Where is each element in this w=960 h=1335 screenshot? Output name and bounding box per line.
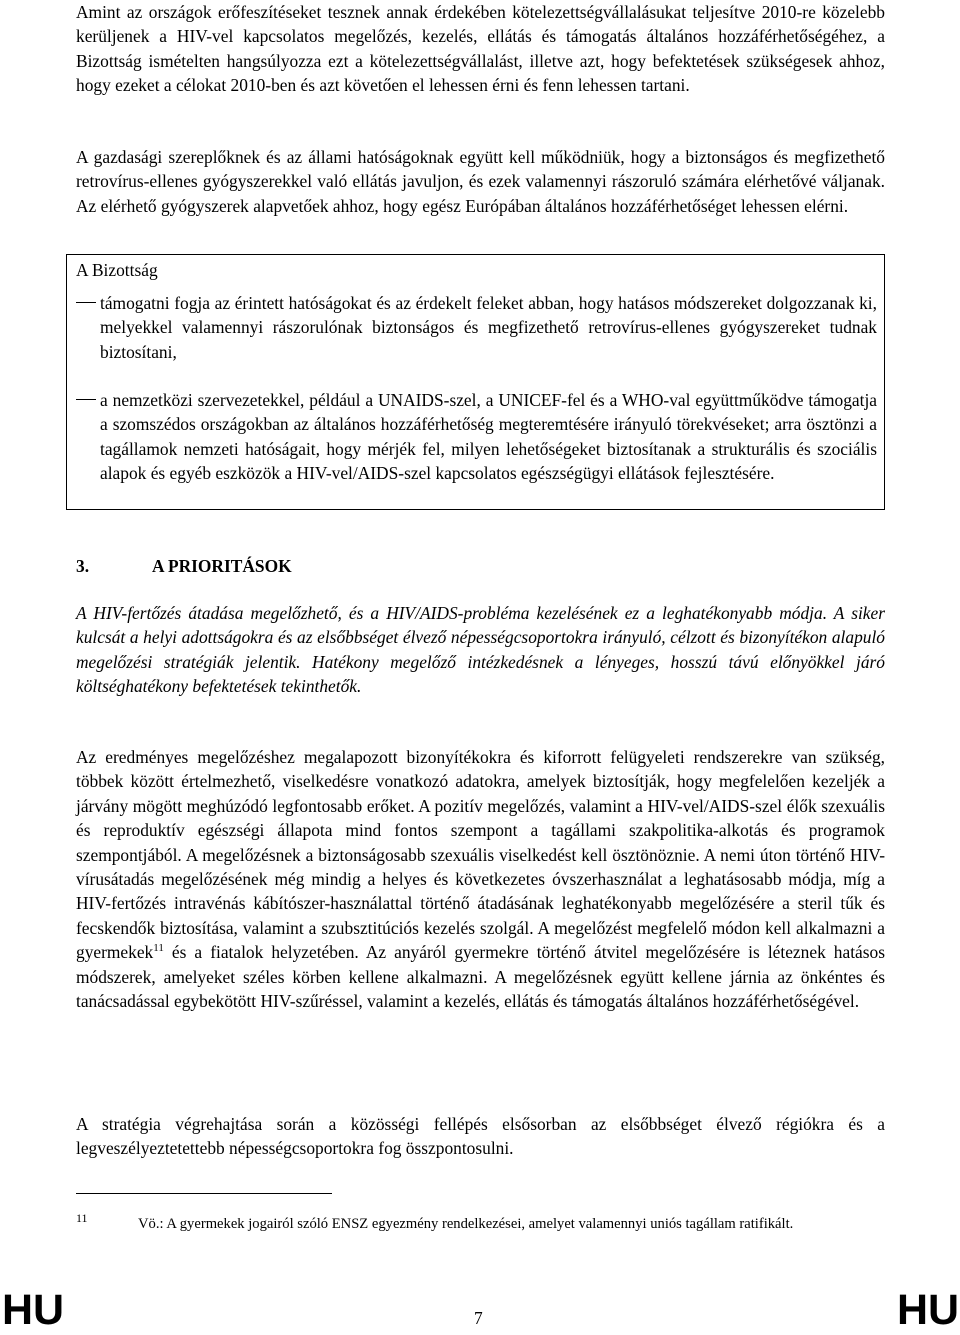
section-title: A PRIORITÁSOK <box>152 556 292 576</box>
paragraph-commitment: Amint az országok erőfeszítéseket tesznek annak érdekében kötelezettségvállalásukat teljesítve 2010-re közelebb kerüljenek a HIV-vel kapcsolatos megelőzés, kezelés, ellátás és támogatás általános hozzáférhetőségéhez, a Bizottság ismételten hangsúlyozza ezt a kötelezettségvállalást, illetve azt, hogy befektetések szükségesek ahhoz, hogy ezeket a célokat 2010-ben és azt követően el lehessen érni és fenn lehessen tartani. <box>76 2 885 96</box>
footer-language-right: HU <box>897 1286 960 1334</box>
box-item-2: a nemzetközi szervezetekkel, például a UNAIDS-szel, a UNICEF-fel és a WHO-val együttműködve támogatja a szomszédos országokban az általános hozzáférhetőség megteremtésére irányuló törekvéseket; arra ösztönzi a tagállamok nemzeti hatóságait, hogy mérjék fel, milyen lehetőségeket biztosítanak a strukturális és szociális alapok és egyéb eszközök a HIV-vel/AIDS-szel kapcsolatos egészségügyi ellátások fejlesztésére. <box>100 390 877 484</box>
paragraph-strategy: A stratégia végrehajtása során a közösségi fellépés elsősorban az elsőbbséget élvező régiókra és a legveszélyeztetettebb népességcsoportokra fog összpontosulni. <box>76 1114 885 1159</box>
page-number: 7 <box>474 1308 483 1328</box>
paragraph-text-after-ref: és a fiatalok helyzetében. Az anyáról gyermekre történő átvitel megelőzésére is léteznek hatásos módszerek, amelyeket széles körben kellene alkalmazni. A megelőzésnek együtt kellene járnia az önkéntes és tanácsadással egybekötött HIV-szűréssel, valamint a kezelés, ellátás és támogatás általános hozzáférhetőségével. <box>76 942 885 1012</box>
dash-bullet-icon <box>76 399 96 400</box>
section-heading <box>76 554 292 578</box>
box-item-1: támogatni fogja az érintett hatóságokat és az érdekelt feleket abban, hogy hatásos módszereket dolgozzanak ki, melyekkel valamennyi rászorulónak biztonságos és megfizethető retrovírus-ellenes gyógyszereket tudnak biztosítani, <box>100 293 877 362</box>
footnote-divider <box>76 1193 332 1194</box>
box-title: A Bizottság <box>76 260 158 280</box>
paragraph-text-before-ref: Az eredményes megelőzéshez megalapozott bizonyítékokra és kiforrott felügyeleti rendszerekre van szükség, többek között értelmezhető, viselkedésre vonatkozó adatokra, amelyek biztosítják, hogy megfelelően kezeljék a járvány mögött meghúzódó legfontosabb erőket. A pozitív megelőzés, valamint a HIV-vel/AIDS-szel élők szexuális és reproduktív egészségi állapota mind fontos szempont a tagállami szakpolitika-alkotás és programok szempontjából. A megelőzésnek a biztonságosabb szexuális viselkedést kell ösztönöznie. A nemi úton történő HIV-vírusátadás megelőzésének még mindig a helyes és következetes óvszerhasználat a leghatásosabb módja, míg a HIV-fertőzés intravénás kábítószer-használattal történő átadásának leghatékonyabb megelőzésére a steril tűk és fecskendők biztosítása, valamint a szubsztitúciós kezelés szolgál. A megelőzést megfelelő módon kell alkalmazni a gyermekek <box>76 747 885 963</box>
footnote-text: Vö.: A gyermekek jogairól szóló ENSZ egyezmény rendelkezései, amelyet valamennyi uniós tagállam ratifikált. <box>138 1216 794 1232</box>
dash-bullet-icon <box>76 302 96 303</box>
section-number: 3. <box>76 556 90 576</box>
footnote-number: 11 <box>76 1211 88 1225</box>
commission-box <box>66 254 885 510</box>
paragraph-economic-actors: A gazdasági szereplőknek és az állami hatóságoknak együtt kell működniük, hogy a biztonságos és megfizethető retrovírus-ellenes gyógyszerekkel való ellátás javuljon, és ezek valamennyi rászoruló számára elérhetővé váljanak. Az elérhető gyógyszerek alapvetőek ahhoz, hogy egész Európában általános hozzáférhetőséget lehessen elérni. <box>76 147 885 216</box>
paragraph-effective-prevention <box>76 745 885 1013</box>
footer-language-left: HU <box>2 1286 65 1334</box>
footnote-reference[interactable]: 11 <box>153 942 164 955</box>
paragraph-prevention-summary: A HIV-fertőzés átadása megelőzhető, és a HIV/AIDS-probléma kezelésének ez a leghatékonyabb módja. A siker kulcsát a helyi adottságokra és az elsőbbséget élvező népességcsoportokra irányuló, célzott és bizonyítékon alapuló megelőzési stratégiák jelentik. Hatékony megelőző intézkedésnek a lényeges, hosszú távú előnyökkel járó költséghatékony befektetések tekinthetők. <box>76 603 885 697</box>
